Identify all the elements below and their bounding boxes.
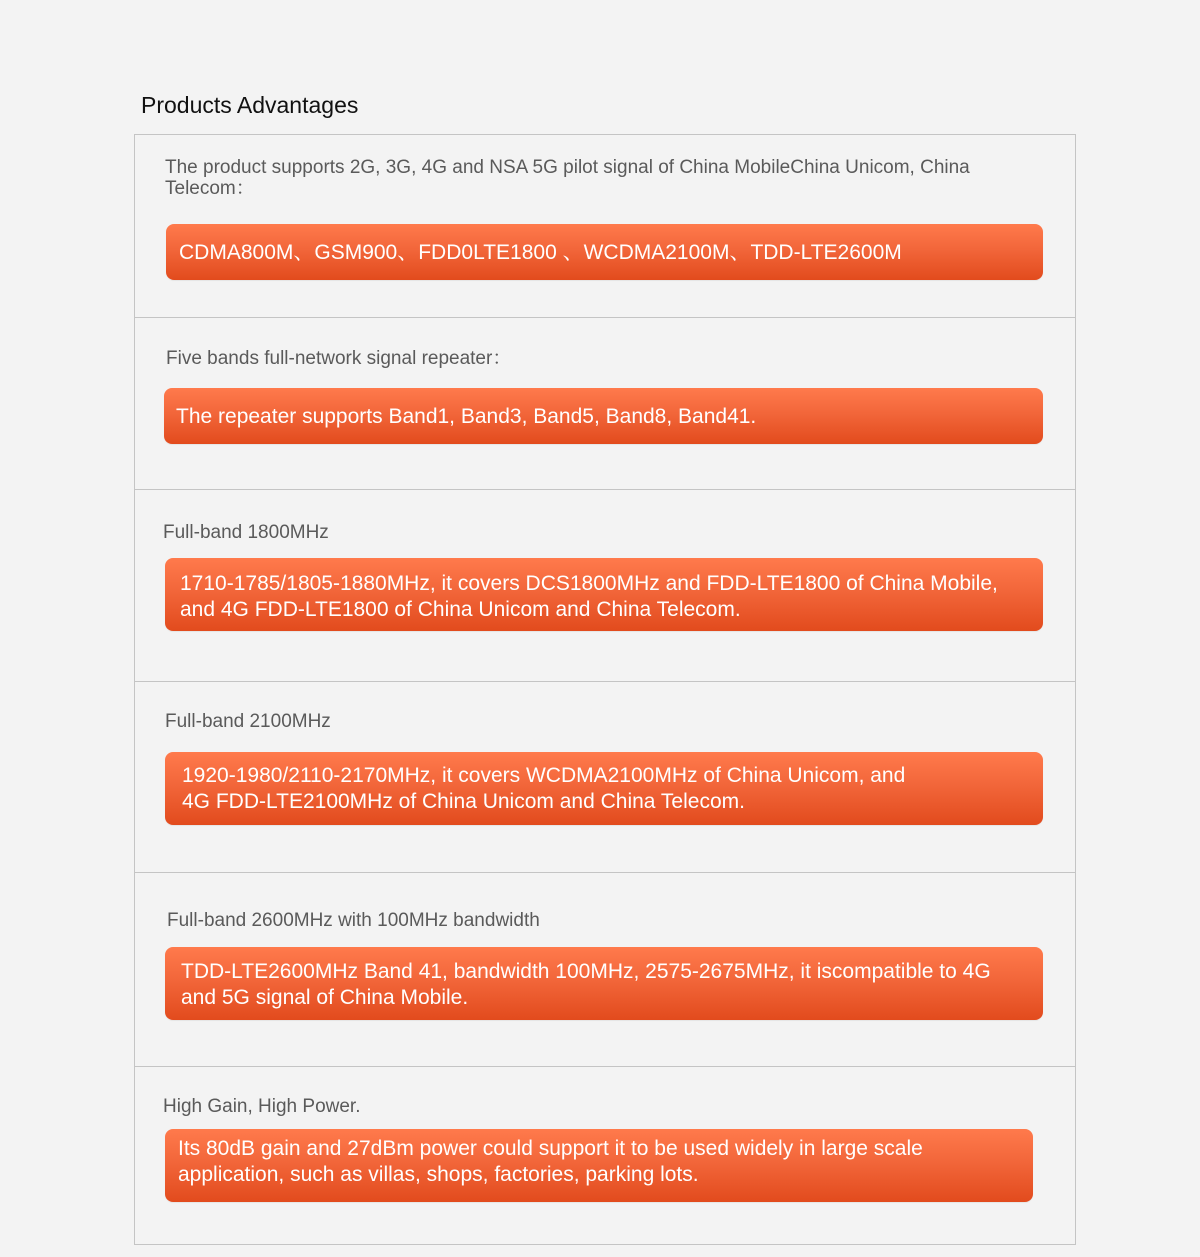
- advantage-section-high-gain: [135, 1067, 1075, 1244]
- section-detail-bar: Its 80dB gain and 27dBm power could support it to be used widely in large scale application, such as villas, shops, factories, parking lots.: [165, 1129, 1033, 1202]
- section-detail-bar: 1920-1980/2110-2170MHz, it covers WCDMA2100MHz of China Unicom, and 4G FDD-LTE2100MHz of China Unicom and China Telecom.: [165, 752, 1043, 825]
- advantages-panel: [134, 134, 1076, 1245]
- section-title: Full-band 2100MHz: [165, 711, 331, 732]
- advantage-section-1800mhz: [135, 490, 1075, 682]
- advantage-section-network-support: [135, 135, 1075, 318]
- advantage-section-2100mhz: [135, 682, 1075, 873]
- section-title: Full-band 2600MHz with 100MHz bandwidth: [167, 910, 540, 931]
- advantage-section-2600mhz: [135, 873, 1075, 1067]
- section-detail-bar: 1710-1785/1805-1880MHz, it covers DCS1800MHz and FDD-LTE1800 of China Mobile, and 4G FDD-LTE1800 of China Unicom and China Telecom.: [165, 558, 1043, 631]
- page-heading: Products Advantages: [141, 92, 359, 118]
- section-detail-bar: The repeater supports Band1, Band3, Band5, Band8, Band41.: [164, 388, 1043, 444]
- section-title: Full-band 1800MHz: [163, 522, 329, 543]
- section-title: The product supports 2G, 3G, 4G and NSA 5G pilot signal of China MobileChina Unicom, China Telecom：: [165, 157, 970, 199]
- section-detail-bar: TDD-LTE2600MHz Band 41, bandwidth 100MHz, 2575-2675MHz, it iscompatible to 4G and 5G signal of China Mobile.: [165, 947, 1043, 1020]
- section-detail-bar: CDMA800M、GSM900、FDD0LTE1800 、WCDMA2100M、TDD-LTE2600M: [166, 224, 1043, 280]
- section-title: High Gain, High Power.: [163, 1096, 361, 1117]
- section-title: Five bands full-network signal repeater：: [166, 348, 512, 369]
- advantage-section-five-bands: [135, 318, 1075, 490]
